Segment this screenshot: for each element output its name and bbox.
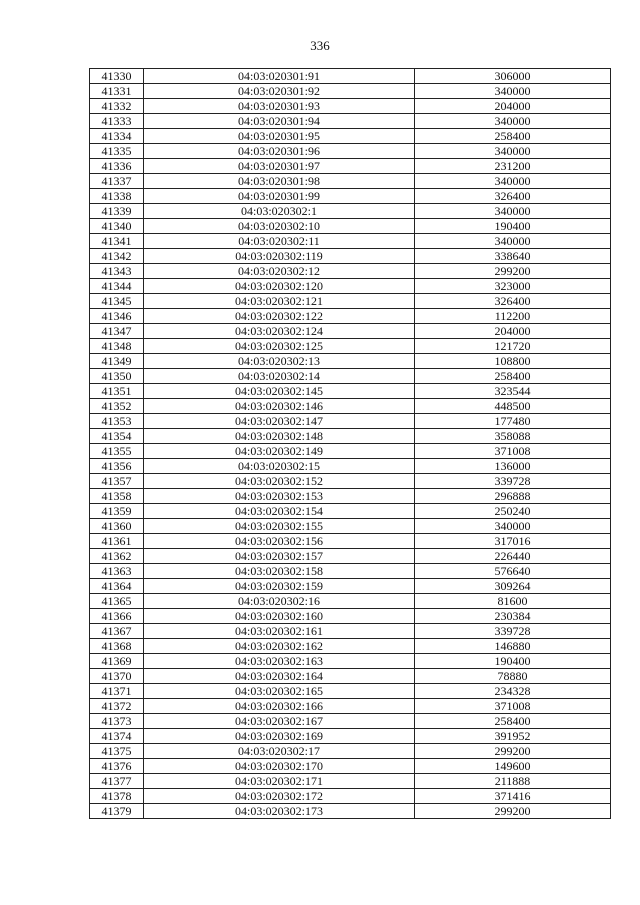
cadastral-number-cell: 04:03:020302:146 [144, 399, 415, 414]
table-row [90, 549, 611, 564]
cadastral-number-cell: 04:03:020301:91 [144, 69, 415, 84]
cadastral-number-cell: 04:03:020302:12 [144, 264, 415, 279]
value-cell: 177480 [415, 414, 611, 429]
value-cell: 78880 [415, 669, 611, 684]
row-number-cell: 41334 [90, 129, 144, 144]
table-row [90, 414, 611, 429]
value-cell: 371008 [415, 444, 611, 459]
page-number: 336 [310, 38, 330, 53]
value-cell: 358088 [415, 429, 611, 444]
table-row [90, 759, 611, 774]
row-number-cell: 41355 [90, 444, 144, 459]
value-cell: 338640 [415, 249, 611, 264]
cadastral-number-cell: 04:03:020302:147 [144, 414, 415, 429]
cadastral-number-cell: 04:03:020302:16 [144, 594, 415, 609]
value-cell: 204000 [415, 99, 611, 114]
row-number-cell: 41365 [90, 594, 144, 609]
registry-table [89, 68, 611, 819]
cadastral-number-cell: 04:03:020302:169 [144, 729, 415, 744]
table-row [90, 279, 611, 294]
cadastral-number-cell: 04:03:020302:158 [144, 564, 415, 579]
value-cell: 340000 [415, 204, 611, 219]
cadastral-number-cell: 04:03:020301:92 [144, 84, 415, 99]
value-cell: 339728 [415, 474, 611, 489]
cadastral-number-cell: 04:03:020302:149 [144, 444, 415, 459]
row-number-cell: 41335 [90, 144, 144, 159]
value-cell: 190400 [415, 654, 611, 669]
cadastral-number-cell: 04:03:020301:93 [144, 99, 415, 114]
table-row [90, 144, 611, 159]
row-number-cell: 41352 [90, 399, 144, 414]
value-cell: 576640 [415, 564, 611, 579]
value-cell: 299200 [415, 744, 611, 759]
table-row [90, 114, 611, 129]
row-number-cell: 41340 [90, 219, 144, 234]
value-cell: 340000 [415, 114, 611, 129]
row-number-cell: 41379 [90, 804, 144, 819]
cadastral-number-cell: 04:03:020302:154 [144, 504, 415, 519]
value-cell: 108800 [415, 354, 611, 369]
table-row [90, 384, 611, 399]
cadastral-number-cell: 04:03:020302:159 [144, 579, 415, 594]
cadastral-number-cell: 04:03:020302:124 [144, 324, 415, 339]
row-number-cell: 41363 [90, 564, 144, 579]
value-cell: 226440 [415, 549, 611, 564]
value-cell: 250240 [415, 504, 611, 519]
row-number-cell: 41378 [90, 789, 144, 804]
row-number-cell: 41345 [90, 294, 144, 309]
cadastral-number-cell: 04:03:020302:14 [144, 369, 415, 384]
table-row [90, 804, 611, 819]
cadastral-number-cell: 04:03:020302:161 [144, 624, 415, 639]
table-row [90, 504, 611, 519]
row-number-cell: 41337 [90, 174, 144, 189]
row-number-cell: 41341 [90, 234, 144, 249]
cadastral-number-cell: 04:03:020302:119 [144, 249, 415, 264]
cadastral-number-cell: 04:03:020302:120 [144, 279, 415, 294]
row-number-cell: 41373 [90, 714, 144, 729]
row-number-cell: 41364 [90, 579, 144, 594]
cadastral-number-cell: 04:03:020302:165 [144, 684, 415, 699]
value-cell: 326400 [415, 189, 611, 204]
table-row [90, 309, 611, 324]
table-row [90, 624, 611, 639]
value-cell: 340000 [415, 519, 611, 534]
value-cell: 317016 [415, 534, 611, 549]
table-row [90, 489, 611, 504]
table-row [90, 519, 611, 534]
row-number-cell: 41353 [90, 414, 144, 429]
value-cell: 340000 [415, 174, 611, 189]
table-row [90, 669, 611, 684]
row-number-cell: 41338 [90, 189, 144, 204]
cadastral-number-cell: 04:03:020302:173 [144, 804, 415, 819]
cadastral-number-cell: 04:03:020302:125 [144, 339, 415, 354]
cadastral-number-cell: 04:03:020301:94 [144, 114, 415, 129]
table-row [90, 174, 611, 189]
value-cell: 299200 [415, 264, 611, 279]
table-row [90, 84, 611, 99]
table-row [90, 369, 611, 384]
row-number-cell: 41351 [90, 384, 144, 399]
cadastral-number-cell: 04:03:020302:167 [144, 714, 415, 729]
value-cell: 112200 [415, 309, 611, 324]
value-cell: 136000 [415, 459, 611, 474]
table-row [90, 459, 611, 474]
row-number-cell: 41343 [90, 264, 144, 279]
value-cell: 258400 [415, 369, 611, 384]
table-row [90, 354, 611, 369]
cadastral-number-cell: 04:03:020302:1 [144, 204, 415, 219]
cadastral-number-cell: 04:03:020302:10 [144, 219, 415, 234]
table-row [90, 219, 611, 234]
cadastral-number-cell: 04:03:020301:96 [144, 144, 415, 159]
row-number-cell: 41356 [90, 459, 144, 474]
table-row [90, 594, 611, 609]
row-number-cell: 41347 [90, 324, 144, 339]
cadastral-number-cell: 04:03:020302:172 [144, 789, 415, 804]
value-cell: 306000 [415, 69, 611, 84]
table-row [90, 429, 611, 444]
cadastral-number-cell: 04:03:020302:166 [144, 699, 415, 714]
row-number-cell: 41354 [90, 429, 144, 444]
row-number-cell: 41376 [90, 759, 144, 774]
row-number-cell: 41359 [90, 504, 144, 519]
row-number-cell: 41331 [90, 84, 144, 99]
table-row [90, 714, 611, 729]
table-row [90, 534, 611, 549]
cadastral-number-cell: 04:03:020302:152 [144, 474, 415, 489]
table-row [90, 324, 611, 339]
table-row [90, 234, 611, 249]
cadastral-number-cell: 04:03:020302:122 [144, 309, 415, 324]
table-row [90, 69, 611, 84]
row-number-cell: 41372 [90, 699, 144, 714]
value-cell: 448500 [415, 399, 611, 414]
value-cell: 340000 [415, 84, 611, 99]
table-row [90, 609, 611, 624]
table-row [90, 744, 611, 759]
row-number-cell: 41375 [90, 744, 144, 759]
table-row [90, 579, 611, 594]
row-number-cell: 41369 [90, 654, 144, 669]
row-number-cell: 41342 [90, 249, 144, 264]
row-number-cell: 41332 [90, 99, 144, 114]
table-row [90, 129, 611, 144]
table-row [90, 474, 611, 489]
value-cell: 230384 [415, 609, 611, 624]
row-number-cell: 41349 [90, 354, 144, 369]
value-cell: 231200 [415, 159, 611, 174]
value-cell: 204000 [415, 324, 611, 339]
value-cell: 81600 [415, 594, 611, 609]
row-number-cell: 41336 [90, 159, 144, 174]
row-number-cell: 41361 [90, 534, 144, 549]
table-row [90, 729, 611, 744]
row-number-cell: 41350 [90, 369, 144, 384]
cadastral-number-cell: 04:03:020302:17 [144, 744, 415, 759]
cadastral-number-cell: 04:03:020301:98 [144, 174, 415, 189]
cadastral-number-cell: 04:03:020302:162 [144, 639, 415, 654]
value-cell: 371416 [415, 789, 611, 804]
cadastral-number-cell: 04:03:020302:13 [144, 354, 415, 369]
cadastral-number-cell: 04:03:020302:145 [144, 384, 415, 399]
cadastral-number-cell: 04:03:020302:15 [144, 459, 415, 474]
table-row [90, 684, 611, 699]
row-number-cell: 41362 [90, 549, 144, 564]
value-cell: 371008 [415, 699, 611, 714]
row-number-cell: 41366 [90, 609, 144, 624]
cadastral-number-cell: 04:03:020301:97 [144, 159, 415, 174]
value-cell: 296888 [415, 489, 611, 504]
row-number-cell: 41344 [90, 279, 144, 294]
table-row [90, 159, 611, 174]
row-number-cell: 41339 [90, 204, 144, 219]
row-number-cell: 41371 [90, 684, 144, 699]
value-cell: 339728 [415, 624, 611, 639]
cadastral-number-cell: 04:03:020302:148 [144, 429, 415, 444]
row-number-cell: 41377 [90, 774, 144, 789]
row-number-cell: 41360 [90, 519, 144, 534]
row-number-cell: 41348 [90, 339, 144, 354]
value-cell: 299200 [415, 804, 611, 819]
table-row [90, 639, 611, 654]
value-cell: 323544 [415, 384, 611, 399]
cadastral-number-cell: 04:03:020302:153 [144, 489, 415, 504]
row-number-cell: 41357 [90, 474, 144, 489]
registry-table-body [90, 69, 611, 819]
table-row [90, 249, 611, 264]
table-row [90, 204, 611, 219]
row-number-cell: 41374 [90, 729, 144, 744]
cadastral-number-cell: 04:03:020302:157 [144, 549, 415, 564]
value-cell: 323000 [415, 279, 611, 294]
row-number-cell: 41358 [90, 489, 144, 504]
cadastral-number-cell: 04:03:020302:156 [144, 534, 415, 549]
table-row [90, 789, 611, 804]
value-cell: 309264 [415, 579, 611, 594]
cadastral-number-cell: 04:03:020302:155 [144, 519, 415, 534]
value-cell: 149600 [415, 759, 611, 774]
value-cell: 340000 [415, 144, 611, 159]
table-row [90, 699, 611, 714]
cadastral-number-cell: 04:03:020302:171 [144, 774, 415, 789]
value-cell: 211888 [415, 774, 611, 789]
table-row [90, 264, 611, 279]
table-row [90, 294, 611, 309]
cadastral-number-cell: 04:03:020302:164 [144, 669, 415, 684]
cadastral-number-cell: 04:03:020302:11 [144, 234, 415, 249]
cadastral-number-cell: 04:03:020302:163 [144, 654, 415, 669]
value-cell: 391952 [415, 729, 611, 744]
table-row [90, 189, 611, 204]
cadastral-number-cell: 04:03:020301:99 [144, 189, 415, 204]
cadastral-number-cell: 04:03:020302:170 [144, 759, 415, 774]
row-number-cell: 41330 [90, 69, 144, 84]
table-row [90, 654, 611, 669]
value-cell: 258400 [415, 129, 611, 144]
table-row [90, 399, 611, 414]
cadastral-number-cell: 04:03:020302:121 [144, 294, 415, 309]
row-number-cell: 41346 [90, 309, 144, 324]
table-row [90, 339, 611, 354]
row-number-cell: 41333 [90, 114, 144, 129]
cadastral-number-cell: 04:03:020302:160 [144, 609, 415, 624]
table-row [90, 774, 611, 789]
row-number-cell: 41367 [90, 624, 144, 639]
table-row [90, 564, 611, 579]
table-row [90, 99, 611, 114]
value-cell: 326400 [415, 294, 611, 309]
cadastral-number-cell: 04:03:020301:95 [144, 129, 415, 144]
table-row [90, 444, 611, 459]
value-cell: 190400 [415, 219, 611, 234]
value-cell: 121720 [415, 339, 611, 354]
value-cell: 340000 [415, 234, 611, 249]
value-cell: 234328 [415, 684, 611, 699]
row-number-cell: 41370 [90, 669, 144, 684]
row-number-cell: 41368 [90, 639, 144, 654]
value-cell: 258400 [415, 714, 611, 729]
value-cell: 146880 [415, 639, 611, 654]
